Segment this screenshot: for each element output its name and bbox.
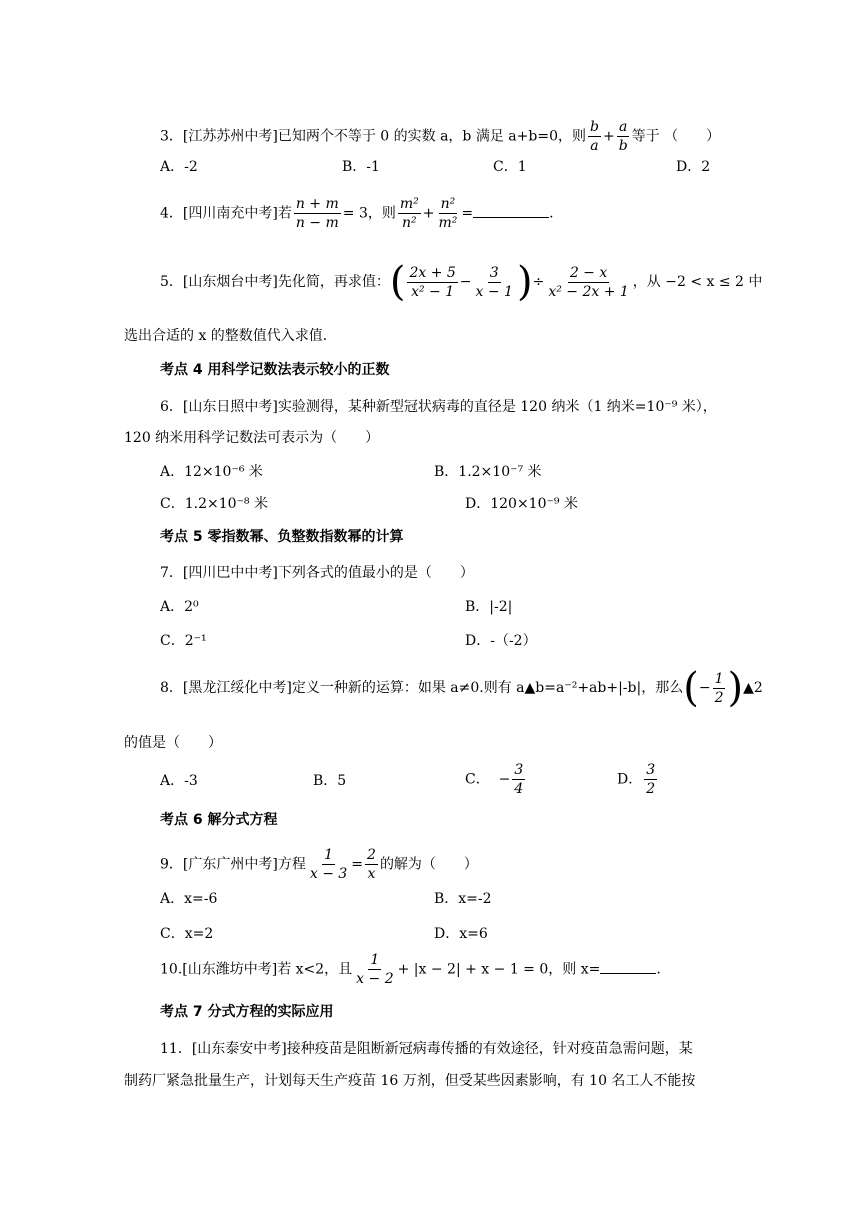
q3-option-b: B．-1 (342, 159, 380, 175)
section-4-heading: 考点 4 用科学记数法表示较小的正数 (160, 362, 390, 378)
q6-option-d: D．120×10⁻⁹ 米 (465, 496, 578, 512)
fraction: $\frac{b}{a}$ (589, 119, 599, 154)
q7-line1: 7．[四川巴中中考]下列各式的值最小的是（ ） (160, 565, 474, 581)
q5-stem: 5．[山东烟台中考]先化简，再求值：( $\frac{2x + 5}{\text{x² − 1}}$ − $\frac{3}{x - 1}$ )÷ $\frac{2 - x}{\text{x² − 2x + 1}}$ ，从 −2 < x ≤ 2 中 (160, 259, 763, 305)
right-paren: ) (516, 259, 533, 305)
fraction: $\frac{1}{2}$ (714, 670, 724, 706)
fraction: $\frac{2 - x}{\text{x² − 2x + 1}}$ (548, 264, 629, 300)
q9-option-d: D．x=6 (434, 926, 488, 942)
fraction: $\frac{3}{4}$ (514, 762, 524, 797)
answer-blank (600, 959, 656, 974)
q7-option-d: D．-（-2） (465, 633, 537, 649)
q9-option-c: C．x=2 (160, 926, 214, 942)
q11-line1: 11．[山东泰安中考]接种疫苗是阻断新冠病毒传播的有效途径，针对疫苗急需问题，某 (160, 1041, 693, 1057)
q7-option-a: A．2⁰ (160, 599, 199, 615)
section-7-heading: 考点 7 分式方程的实际应用 (160, 1004, 334, 1020)
q3-option-c: C．1 (493, 159, 527, 175)
q7-option-b: B．|-2| (465, 599, 513, 615)
q10-stem: 10.[山东潍坊中考]若 x<2，且 $\frac{1}{x - 2}$ + |x − 2| + x − 1 = 0，则 x= . (160, 952, 661, 987)
answer-blank (473, 203, 549, 218)
fraction: $\frac{\text{m²}}{\text{n²}}$ (399, 196, 419, 231)
fraction: $\frac{\text{n²}}{\text{m²}}$ (438, 196, 458, 231)
left-paren: ( (683, 665, 699, 711)
q6-option-b: B．1.2×10⁻⁷ 米 (434, 464, 542, 480)
q6-line1: 6．[山东日照中考]实验测得，某种新型冠状病毒的直径是 120 纳米（1 纳米=10⁻⁹ 米）， (160, 399, 717, 415)
fraction: $\frac{2x + 5}{\text{x² − 1}}$ (409, 264, 456, 300)
fraction: $\frac{3}{x - 1}$ (475, 264, 513, 300)
q7-option-c: C．2⁻¹ (160, 633, 207, 649)
fraction: $\frac{1}{x - 2}$ (356, 952, 394, 987)
q6-option-a: A．12×10⁻⁶ 米 (160, 464, 263, 480)
q8-option-b: B．5 (313, 773, 347, 789)
q8-line1: 8．[黑龙江绥化中考]定义一种新的运算：如果 a≠0.则有 a▲b=a⁻²+ab+|-b|，那么(− $\frac{1}{2}$ )▲2 (160, 665, 763, 711)
section-6-heading: 考点 6 解分式方程 (160, 812, 278, 828)
q4-stem: 4．[四川南充中考]若 $\frac{n + m}{n - m}$ = 3，则 $\frac{\text{m²}}{\text{n²}}$ + $\frac{\text{n²}}{\text{m²}}$ = . (160, 196, 554, 231)
q8-option-d: D． $\frac{3}{2}$ (617, 762, 656, 797)
fraction: $\frac{a}{b}$ (618, 119, 628, 154)
q6-line2: 120 纳米用科学记数法可表示为（ ） (124, 430, 380, 446)
fraction: $\frac{1}{x - 3}$ (309, 847, 348, 882)
q3-option-a: A．-2 (160, 159, 198, 175)
q9-stem: 9．[广东广州中考]方程 $\frac{1}{x - 3}$ = $\frac{2}{x}$ 的解为（ ） (160, 847, 478, 882)
left-paren: ( (389, 259, 406, 305)
section-5-heading: 考点 5 零指数幂、负整数指数幂的计算 (160, 529, 404, 545)
q3-stem: 3．[江苏苏州中考]已知两个不等于 0 的实数 a，b 满足 a+b=0，则 $\frac{b}{a}$ + $\frac{a}{b}$ 等于 （ ） (160, 119, 721, 154)
q9-option-b: B．x=-2 (434, 891, 492, 907)
q8-option-c: C． − $\frac{3}{4}$ (465, 762, 524, 797)
q8-option-a: A．-3 (160, 773, 198, 789)
q8-line2: 的值是（ ） (124, 735, 222, 751)
q9-option-a: A．x=-6 (160, 891, 218, 907)
right-paren: ) (727, 665, 744, 711)
fraction: $\frac{2}{x}$ (367, 847, 376, 882)
q6-option-c: C．1.2×10⁻⁸ 米 (160, 496, 268, 512)
fraction: $\frac{3}{2}$ (646, 762, 656, 797)
q3-option-d: D．2 (676, 159, 711, 175)
q11-line2: 制药厂紧急批量生产，计划每天生产疫苗 16 万剂，但受某些因素影响，有 10 名工人不能按 (124, 1073, 696, 1089)
fraction: $\frac{n + m}{n - m}$ (295, 196, 339, 231)
q5-line2: 选出合适的 x 的整数值代入求值． (124, 328, 337, 344)
